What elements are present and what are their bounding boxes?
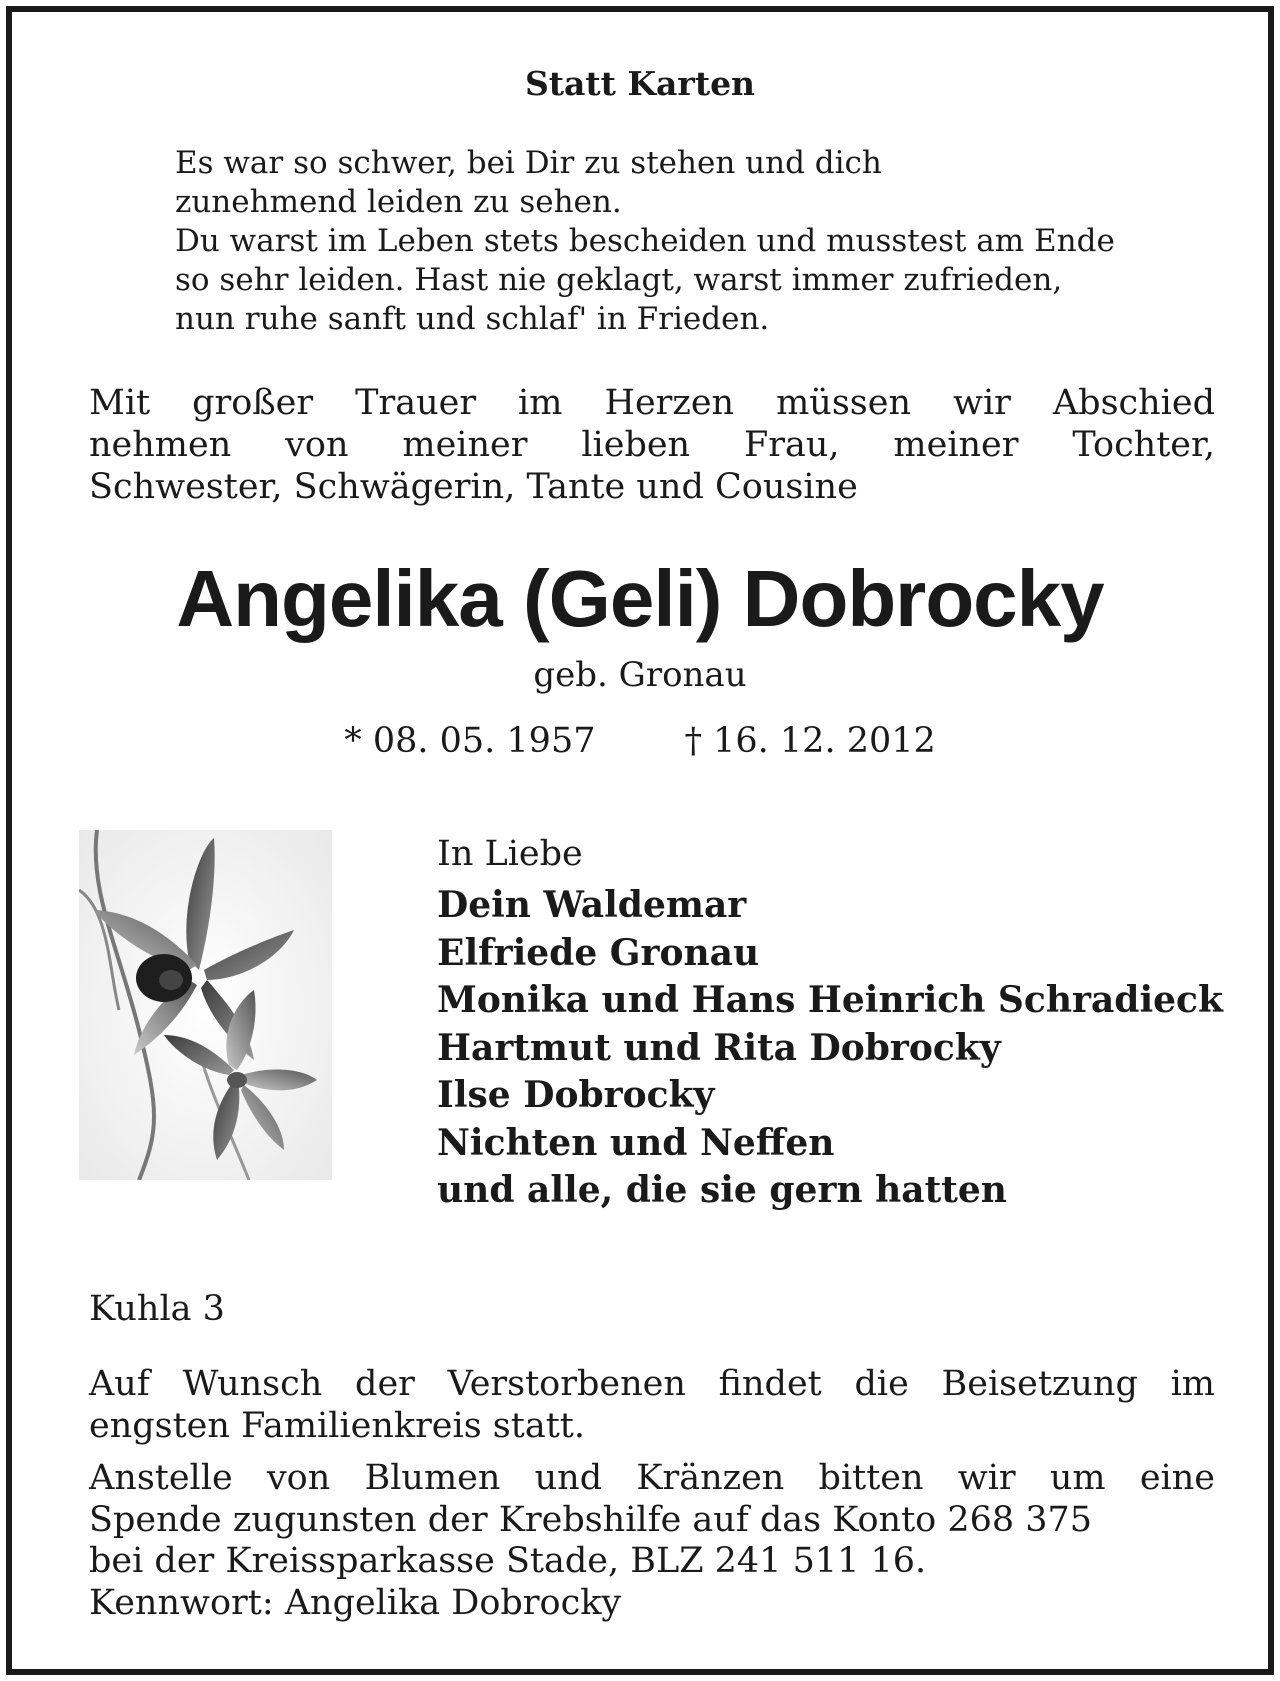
orchid-illustration	[79, 830, 332, 1180]
donation-note	[89, 1458, 1215, 1624]
poem-line: Es war so schwer, bei Dir zu stehen und dich	[175, 145, 882, 181]
maiden-name: geb. Gronau	[533, 655, 747, 695]
intro-text	[89, 382, 1215, 508]
life-dates: * 08. 05. 1957 † 16. 12. 2012	[344, 721, 936, 761]
notes	[89, 1364, 1215, 1635]
poem-line: Du warst im Leben stets bescheiden und musstest am Ende	[175, 223, 1115, 259]
poem	[175, 144, 1215, 339]
mourner-name: Nichten und Neffen	[437, 1121, 835, 1164]
intro-line: nehmen von meiner lieben Frau, meiner Tochter,	[89, 425, 1215, 465]
note-line: Auf Wunsch der Verstorbenen findet die Beisetzung im	[89, 1364, 1215, 1404]
mourners-list	[437, 832, 1237, 1215]
note-line: Kennwort: Angelika Dobrocky	[89, 1582, 622, 1623]
mourner-name: Monika und Hans Heinrich Schradieck	[437, 979, 1223, 1021]
mourner-name: und alle, die sie gern hatten	[437, 1169, 1007, 1211]
note-line: Spende zugunsten der Krebshilfe auf das Konto 268 375	[89, 1499, 1093, 1540]
note-line: bei der Kreissparkasse Stade, BLZ 241 511 16.	[89, 1541, 927, 1581]
poem-line: nun ruhe sanft und schlaf' in Frieden.	[175, 301, 770, 337]
intro-line: Mit großer Trauer im Herzen müssen wir Abschied	[89, 383, 1215, 423]
intro-line: Schwester, Schwägerin, Tante und Cousine	[89, 467, 858, 507]
burial-note	[89, 1364, 1215, 1447]
note-line: engsten Familienkreis statt.	[89, 1405, 585, 1446]
note-line: Anstelle von Blumen und Kränzen bitten wir um eine	[89, 1458, 1215, 1498]
obituary-frame	[6, 6, 1274, 1675]
orchid-flower-icon	[79, 830, 332, 1180]
mourner-name: Elfriede Gronau	[437, 931, 760, 974]
mourner-name: Hartmut und Rita Dobrocky	[437, 1026, 1001, 1069]
address: Kuhla 3	[89, 1289, 225, 1329]
mourner-name: Ilse Dobrocky	[437, 1074, 715, 1116]
deceased-name: Angelika (Geli) Dobrocky	[176, 554, 1104, 643]
poem-line: so sehr leiden. Hast nie geklagt, warst immer zufrieden,	[175, 262, 1063, 298]
mourners-intro: In Liebe	[437, 834, 583, 874]
poem-line: zunehmend leiden zu sehen.	[175, 184, 622, 220]
header-title: Statt Karten	[524, 64, 756, 103]
mourner-name: Dein Waldemar	[437, 884, 747, 926]
